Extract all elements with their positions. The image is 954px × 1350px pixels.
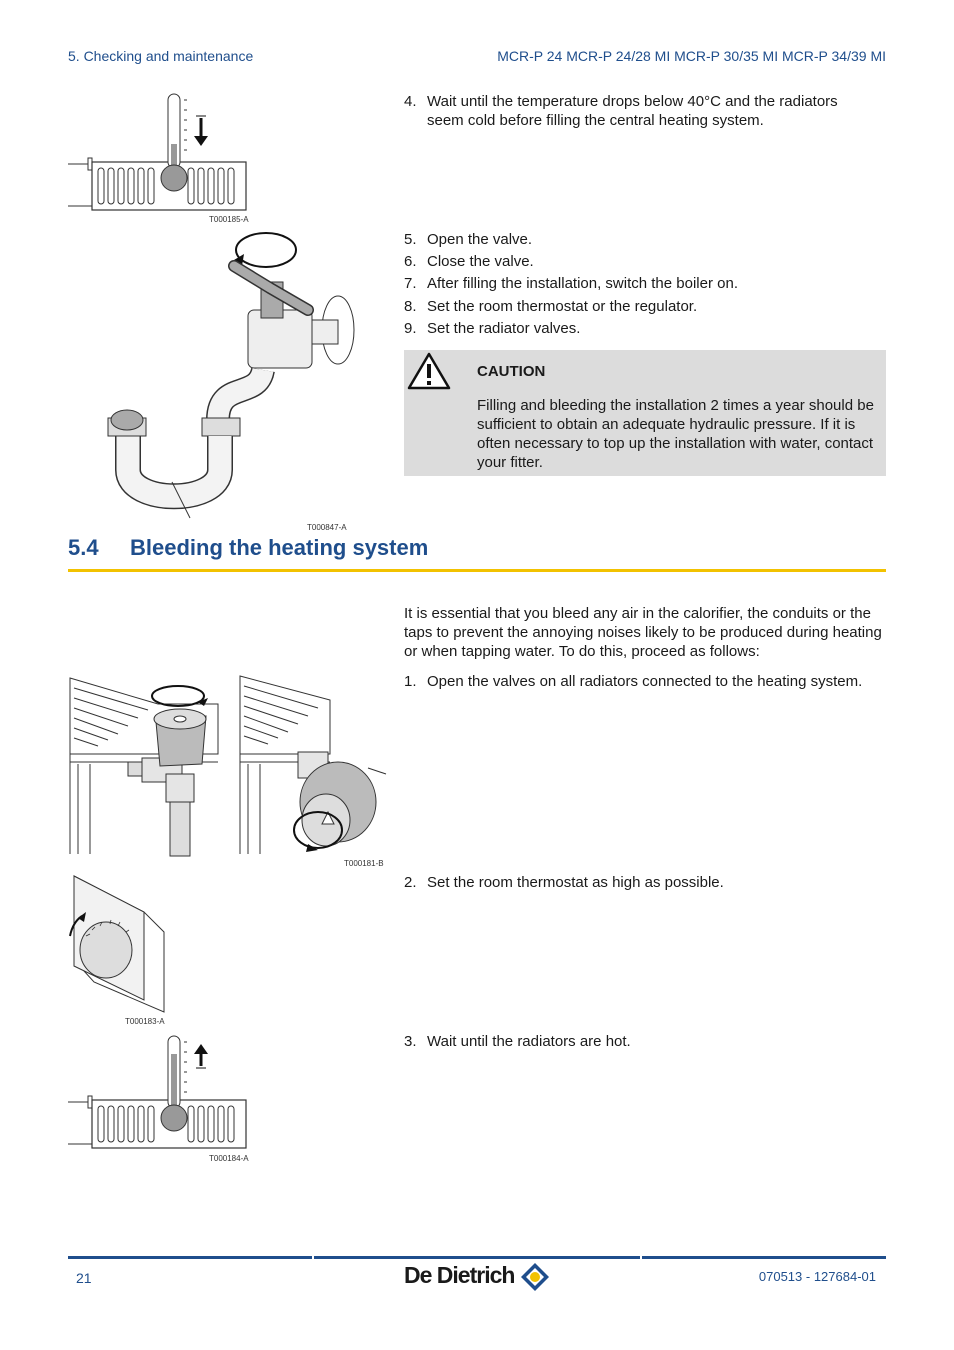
brand-logo-icon [520, 1262, 550, 1292]
page-number: 21 [76, 1270, 92, 1286]
doc-reference: 070513 - 127684-01 [758, 1269, 876, 1284]
step-3: 3. Wait until the radiators are hot. [404, 1033, 631, 1050]
section-number: 5.4 [68, 535, 99, 560]
figure-room-thermostat [68, 872, 168, 1014]
figure-caption-4: T000183-A [125, 1017, 165, 1026]
figure-caption-1: T000185-A [209, 215, 249, 224]
header-models: MCR-P 24 MCR-P 24/28 MI MCR-P 30/35 MI MCR-P 34/39 MI [497, 48, 886, 64]
figure-caption-3: T000181-B [344, 859, 384, 868]
caution-title: CAUTION [477, 363, 546, 380]
figure-radiator-cooling [68, 92, 258, 220]
caution-box [404, 350, 886, 476]
caution-text: Filling and bleeding the installation 2 times a year should be sufficient to obtain an adequate hydraulic pressure. If it is often necessary to top up the installation with water, contact your fitter. [477, 397, 874, 471]
step-2: 2. Set the room thermostat as high as possible. [404, 874, 724, 891]
figure-radiator-hot [68, 1034, 258, 1154]
rotate-arrow-icon [236, 233, 296, 267]
figure-radiator-valves [68, 674, 386, 856]
intro-paragraph: It is essential that you bleed any air in the calorifier, the conduits or the taps to prevent the annoying noises likely to be produced during heating or when tapping water. To do this, proceed as follows: [404, 605, 882, 660]
step-7: 7. After filling the installation, switch the boiler on. [404, 275, 738, 292]
step-8: 8. Set the room thermostat or the regulator. [404, 298, 698, 315]
arrow-up-icon [194, 1044, 208, 1068]
figure-caption-5: T000184-A [209, 1154, 249, 1163]
step-6: 6. Close the valve. [404, 253, 534, 270]
section-heading [68, 535, 428, 561]
brand-name: De Dietrich [404, 1262, 515, 1288]
step-9: 9. Set the radiator valves. [404, 320, 581, 337]
step-4: 4. Wait until the temperature drops below 40°C and the radiators seem cold before filling the central heating system. [404, 93, 838, 129]
step-5: 5. Open the valve. [404, 231, 533, 248]
step-1: 1. Open the valves on all radiators connected to the heating system. [404, 673, 863, 690]
footer-rule [68, 1256, 886, 1259]
arrow-down-icon [194, 116, 208, 146]
section-title: Bleeding the heating system [130, 535, 429, 560]
section-rule [68, 569, 886, 572]
figure-caption-2: T000847-A [307, 523, 347, 532]
figure-filling-tap [98, 230, 360, 522]
warning-triangle-icon [407, 352, 451, 390]
header-section: 5. Checking and maintenance [68, 48, 254, 64]
